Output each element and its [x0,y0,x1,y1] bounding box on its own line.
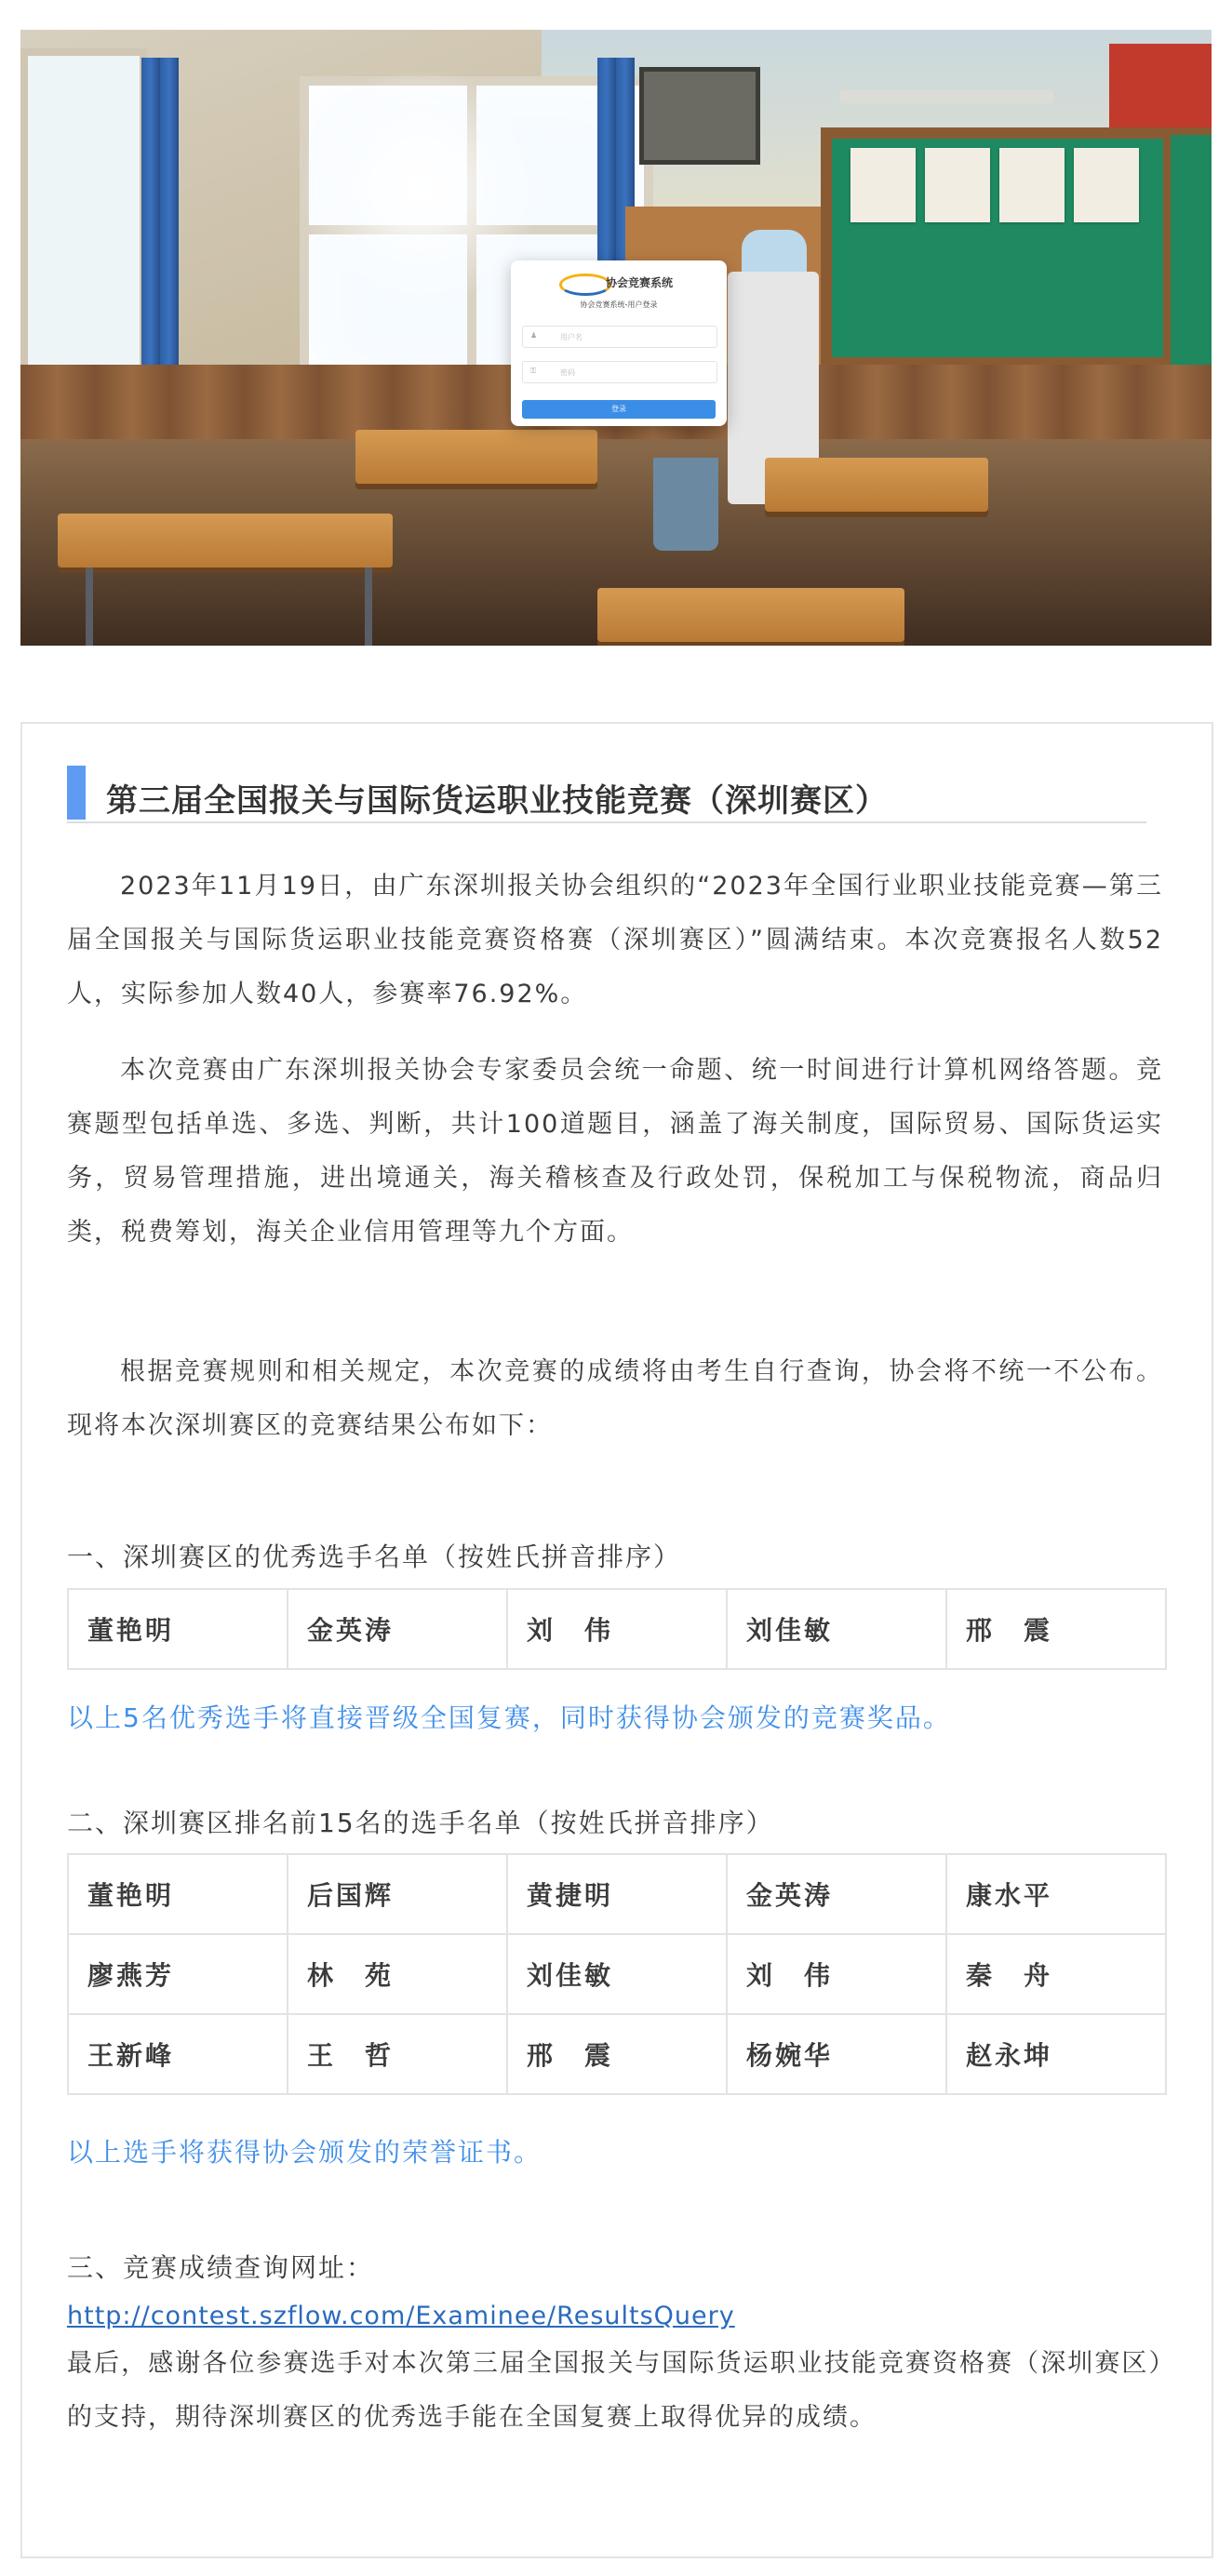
desk-leg [365,567,372,646]
paragraph-intro: 2023年11月19日，由广东深圳报关协会组织的“2023年全国行业职业技能竞赛—第三届全国报关与国际货运职业技能竞赛资格赛（深圳赛区）”圆满结束。本次竞赛报名人数52人，实际参加人数40人，参赛率76.92%。 [67,872,1163,1008]
red-poster [1109,44,1212,127]
desk-leg [86,567,93,646]
section3-title: 三、竞赛成绩查询网址： [67,2252,375,2283]
trash-bin [653,458,718,551]
desk [58,514,393,567]
section2-note: 以上选手将获得协会颁发的荣誉证书。 [67,2137,542,2168]
paragraph-format: 本次竞赛由广东深圳报关协会专家委员会统一命题、统一时间进行计算机网络答题。竞赛题型包括单选、多选、判断，共计100道题目，涵盖了海关制度，国际贸易、国际货运实务，贸易管理措施，进出境通关，海关稽核查及行政处罚，保税加工与保税物流，商品归类，税费筹划，海关企业信用管理等九个方面。 [67,1056,1163,1247]
tv-monitor [639,67,760,165]
notice-paper [1074,148,1139,222]
paragraph-closing: 最后，感谢各位参赛选手对本次第三届全国报关与国际货运职业技能竞赛资格赛（深圳赛区）的支持，期待深圳赛区的优秀选手能在全国复赛上取得优异的成绩。 [67,2349,1163,2432]
section2-title: 二、深圳赛区排名前15名的选手名单（按姓氏拼音排序） [67,1808,774,1838]
player-name: 廖燕芳 [68,1934,288,2014]
green-chalkboard [821,127,1197,368]
player-name: 刘佳敏 [727,1589,946,1669]
article-heading [67,766,1146,823]
login-button[interactable]: 登录 [522,400,716,419]
desk [765,458,988,512]
heading-accent-bar [67,766,86,820]
table-row [68,1854,1166,1934]
player-name: 邢 震 [946,1589,1166,1669]
table-row [68,1934,1166,2014]
results-query-link[interactable]: http://contest.szflow.com/Examinee/ResultsQuery [67,2302,735,2330]
password-placeholder: 密码 [560,368,575,377]
notice-paper [999,148,1065,222]
username-field[interactable] [522,326,717,348]
player-name: 邢 震 [507,2014,727,2094]
article-title: 第三届全国报关与国际货运职业技能竞赛（深圳赛区） [106,782,888,820]
lock-icon: ⚿ [530,367,537,375]
hero-screenshot [20,30,1212,646]
password-field[interactable] [522,361,717,383]
association-logo-icon [559,274,611,296]
player-name: 王新峰 [68,2014,288,2094]
login-subtitle: 协会竞赛系统-用户登录 [580,300,658,309]
player-name: 赵永坤 [946,2014,1166,2094]
player-name: 刘 伟 [727,1934,946,2014]
table-row [68,2014,1166,2094]
ceiling-lamp [839,90,1053,103]
paragraph-rules: 根据竞赛规则和相关规定，本次竞赛的成绩将由考生自行查询，协会将不统一不公布。现将本次深圳赛区的竞赛结果公布如下： [67,1357,1163,1440]
excellent-players-table [67,1588,1167,1670]
notice-paper [925,148,990,222]
player-name: 林 苑 [288,1934,507,2014]
player-name: 秦 舟 [946,1934,1166,2014]
player-name: 王 哲 [288,2014,507,2094]
table-row [68,1589,1166,1669]
login-card [511,260,727,426]
top15-players-table [67,1853,1167,2095]
login-brand: 协会竞赛系统 [606,276,674,289]
player-name: 康水平 [946,1854,1166,1934]
notice-paper [850,148,916,222]
username-placeholder: 用户名 [560,333,583,341]
section1-note: 以上5名优秀选手将直接晋级全国复赛，同时获得协会颁发的竞赛奖品。 [67,1702,951,1733]
player-name: 刘 伟 [507,1589,727,1669]
player-name: 董艳明 [68,1589,288,1669]
player-name: 杨婉华 [727,2014,946,2094]
article-card [20,722,1213,2558]
player-name: 金英涛 [727,1854,946,1934]
desk [597,588,904,642]
desk [355,430,597,484]
player-name: 董艳明 [68,1854,288,1934]
player-name: 黄捷明 [507,1854,727,1934]
player-name: 后国辉 [288,1854,507,1934]
player-name: 刘佳敏 [507,1934,727,2014]
user-icon: ♟ [530,331,538,340]
section1-title: 一、深圳赛区的优秀选手名单（按姓氏拼音排序） [67,1542,682,1572]
player-name: 金英涛 [288,1589,507,1669]
sunlight-glare [300,67,542,309]
